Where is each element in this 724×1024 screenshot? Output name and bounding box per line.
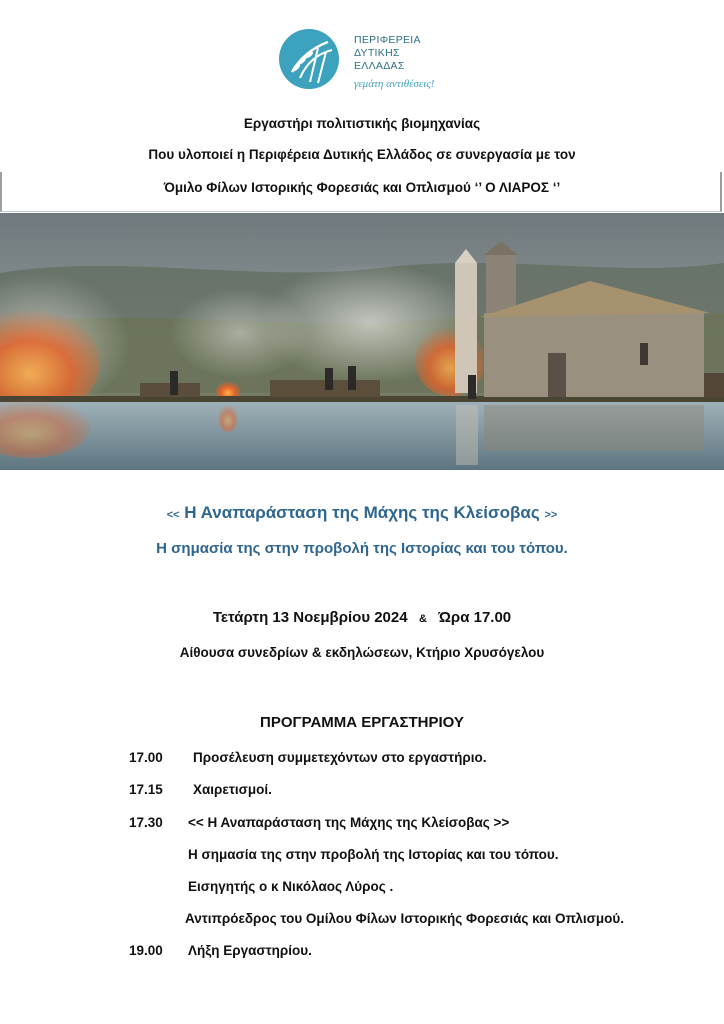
program-item2-time: 17.15 xyxy=(129,782,163,797)
program-item3-topic: Η σημασία της στην προβολή της Ιστορίας και του τόπου. xyxy=(188,847,559,862)
program-item4-text: Λήξη Εργαστηρίου. xyxy=(188,943,312,958)
region-name-line2: ΔΥΤΙΚΗΣ xyxy=(354,47,400,59)
event-title-close-arrows: >> xyxy=(544,509,558,521)
intro-line3: Όμιλο Φίλων Ιστορικής Φορεσιάς και Οπλισμού ‘’ Ο ΛΙΑΡΟΣ ‘’ xyxy=(163,180,561,195)
program-item4-time: 19.00 xyxy=(129,943,163,958)
event-datetime xyxy=(0,609,724,626)
intro-line1: Εργαστήρι πολιτιστικής βιομηχανίας xyxy=(243,116,481,131)
program-item3-time: 17.30 xyxy=(129,815,163,830)
event-amp: & xyxy=(419,613,427,625)
event-time: Ώρα 17.00 xyxy=(438,609,512,626)
region-name-line3: ΕΛΛΑΔΑΣ xyxy=(354,60,405,72)
region-tagline: γεμάτη αντιθέσεις! xyxy=(354,78,435,90)
reenactment-photo xyxy=(0,213,724,470)
program-item2-text: Χαιρετισμοί. xyxy=(193,782,272,797)
event-title-open-arrows: << xyxy=(166,509,180,521)
program-item3-text: << Η Αναπαράσταση της Μάχης της Κλείσοβας >> xyxy=(188,815,510,830)
event-venue: Αίθουσα συνεδρίων & εκδηλώσεων, Κτήριο Χρυσόγελου xyxy=(179,645,545,660)
region-logo xyxy=(278,28,448,98)
region-logo-icon xyxy=(278,28,340,90)
program-item3-speaker-role: Αντιπρόεδρος του Ομίλου Φίλων Ιστορικής Φορεσιάς και Οπλισμού. xyxy=(185,911,624,926)
event-title xyxy=(0,503,724,523)
event-date: Τετάρτη 13 Νοεμβρίου 2024 xyxy=(212,609,408,626)
program-item1-time: 17.00 xyxy=(129,750,163,765)
program-item3-speaker: Εισηγητής ο κ Νικόλαος Λύρος . xyxy=(188,879,394,894)
event-subtitle: Η σημασία της στην προβολή της Ιστορίας και του τόπου. xyxy=(156,540,568,557)
region-name xyxy=(354,34,421,73)
region-name-line1: ΠΕΡΙΦΕΡΕΙΑ xyxy=(354,34,421,46)
event-title-text: Η Αναπαράσταση της Μάχης της Κλείσοβας xyxy=(184,503,540,522)
intro-line2: Που υλοποιεί η Περιφέρεια Δυτικής Ελλάδος σε συνεργασία με τον xyxy=(148,147,576,162)
program-heading: ΠΡΟΓΡΑΜΜΑ ΕΡΓΑΣΤΗΡΙΟΥ xyxy=(260,714,464,731)
program-item1-text: Προσέλευση συμμετεχόντων στο εργαστήριο. xyxy=(193,750,487,765)
